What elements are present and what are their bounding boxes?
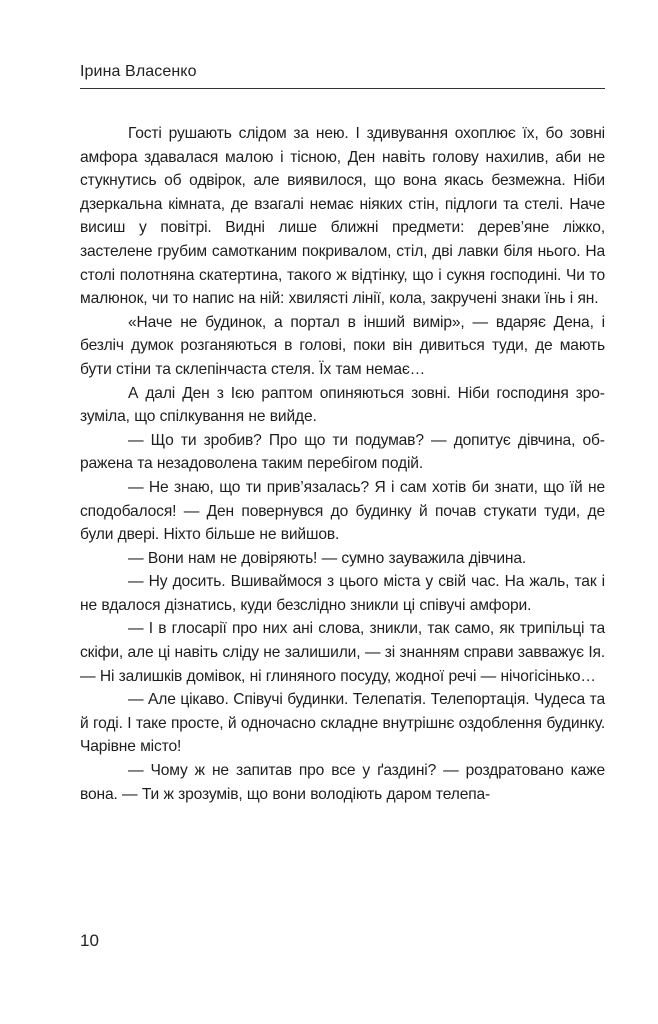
paragraph: А далі Ден з Ією раптом опиняються зовні. Ніби господиня зрозуміла, що спілкування не вийде. [80,384,605,426]
running-header-author: Ірина Власенко [80,63,197,80]
paragraph: — Ну досить. Вшиваймося з цього міста у свій час. На жаль, так і не вдалося дізнатись, куди безслідно зникли ці співучі амфори. [80,573,605,614]
paragraph: — Не знаю, що ти прив’язалась? Я і сам хотів би знати, що їй не сподобалося! — Ден повернувся до будинку й почав стукати туди, де були двері. Ніхто більше не вийшов. [80,478,605,544]
paragraph: — Що ти зробив? Про що ти подумав? — допитує дівчина, ображена та незадоволена таким перебігом подій. [80,431,605,473]
body-text [80,122,605,806]
paragraph: «Наче не будинок, а портал в інший вимір», — вдаряє Дена, і безліч думок розганяються в голові, поки він дивиться туди, де мають бути стіни та склепінчаста стеля. Їх там немає… [80,313,605,378]
header-rule [80,88,605,89]
paragraph: — Але цікаво. Співучі будинки. Телепатія. Телепортація. Чудеса та й годі. І таке просте, й одночасно складне внутрішнє оздоблення будинку. Чарівне місто! [80,691,605,756]
paragraph: Гості рушають слідом за нею. І здивування охоплює їх, бо зовні амфора здавалася малою і тісною, Ден навіть голову нахилив, аби не стукнутись об одвірок, але виявилося, що вона якась безмежна. Ніби дзеркальна кімната, де взагалі немає ніяких стін, підлоги та стелі. Наче висиш у повітрі. Видні лише ближні предмети: дерев’яне ліжко, застелене грубим самотканим покривалом, стіл, дві лавки біля нього. На столі полотняна скатертина, такого ж відтінку, що і сукня господині. Чи то малюнок, чи то напис на ній: хвилясті лінії, кола, закручені знаки їнь і ян. [80,125,605,308]
page-number: 10 [80,931,99,950]
paragraph: — Чому ж не запитав про все у ґаздині? — роздратовано каже вона. — Ти ж зрозумів, що вони володіють даром телепа- [80,762,605,803]
paragraph: — І в глосарії про них ані слова, зникли, так само, як трипільці та скіфи, але ці навіть сліду не залишили, — зі знанням справи завважує Ія. — Ні залишків домівок, ні глиняного посуду, жодної речі — нічогісінько… [80,620,605,685]
paragraph: — Вони нам не довіряють! — сумно зауважила дівчина. [128,549,527,567]
